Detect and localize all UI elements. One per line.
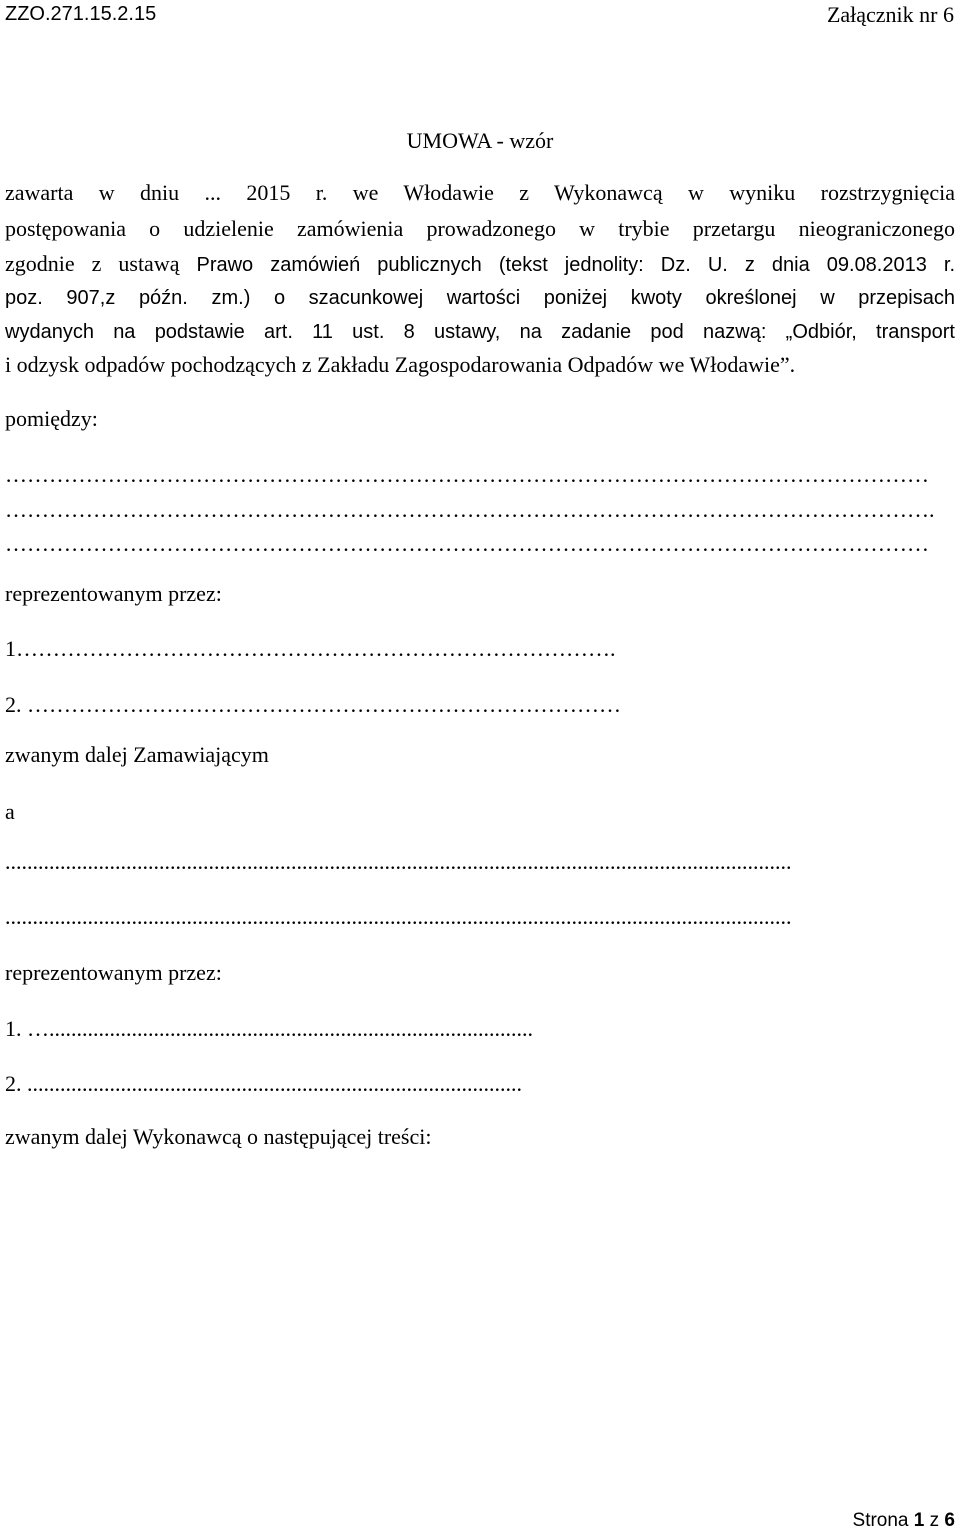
party2-designation: zwanym dalej Wykonawcą o następującej treści: xyxy=(5,1124,432,1149)
page-of: z xyxy=(929,1510,940,1531)
intro-line-3-serif: zgodnie z ustawą xyxy=(5,251,180,276)
intro-line-2: postępowania o udzielenie zamówienia prowadzonego w trybie przetargu nieograniczonego xyxy=(5,216,955,241)
party1-represented-label: reprezentowanym przez: xyxy=(5,581,222,606)
party1-blank-line-1: ……………………………………………………………………………………………………………… xyxy=(5,462,929,487)
party1-representative-2: 2. ……………………………………………………………………… xyxy=(5,692,621,717)
between-label: pomiędzy: xyxy=(5,406,98,431)
party1-representative-1: 1………………………………………………………………………. xyxy=(5,636,616,661)
intro-line-4 xyxy=(5,286,955,310)
attachment-label: Załącznik nr 6 xyxy=(826,2,954,27)
and-label: a xyxy=(5,799,15,824)
party2-blank-line-1: ............................................................................................................................................... xyxy=(5,849,792,874)
current-page: 1 xyxy=(913,1510,925,1531)
total-pages: 6 xyxy=(944,1510,955,1531)
intro-line-1: zawarta w dniu ... 2015 r. we Włodawie z Wykonawcą w wyniku rozstrzygnięcia xyxy=(5,180,955,205)
intro-line-4-sans: poz. 907,z późn. zm. xyxy=(5,287,244,309)
page-number xyxy=(853,1510,955,1533)
document-reference: ZZO.271.15.2.15 xyxy=(5,3,157,25)
party2-representative-2: 2. .......................................................................................... xyxy=(5,1071,522,1096)
document-title: UMOWA - wzór xyxy=(406,128,554,153)
page-label: Strona xyxy=(852,1510,909,1531)
intro-line-5: wydanych na podstawie art. 11 ust. 8 ustawy, na zadanie pod nazwą: „Odbiór, transport xyxy=(5,321,955,343)
intro-line-3-sans: Prawo zamówień publicznych (tekst jednolity: Dz. U. z dnia 09.08.2013 r. xyxy=(196,254,956,276)
intro-line-6: i odzysk odpadów pochodzących z Zakładu Zagospodarowania Odpadów we Włodawie”. xyxy=(5,352,796,377)
intro-line-3 xyxy=(5,251,955,277)
party2-representative-1: 1. …........................................................................................ xyxy=(5,1016,533,1041)
party1-blank-line-2: ………………………………………………………………………………………………………………. xyxy=(5,497,935,522)
party2-represented-label: reprezentowanym przez: xyxy=(5,960,222,985)
party1-designation: zwanym dalej Zamawiającym xyxy=(5,742,269,767)
party2-blank-line-2: ............................................................................................................................................... xyxy=(5,904,792,929)
party1-blank-line-3: ……………………………………………………………………………………………………………… xyxy=(5,531,929,556)
intro-line-4-rest: ) o szacunkowej wartości poniżej kwoty określonej w przepisach xyxy=(243,287,955,309)
